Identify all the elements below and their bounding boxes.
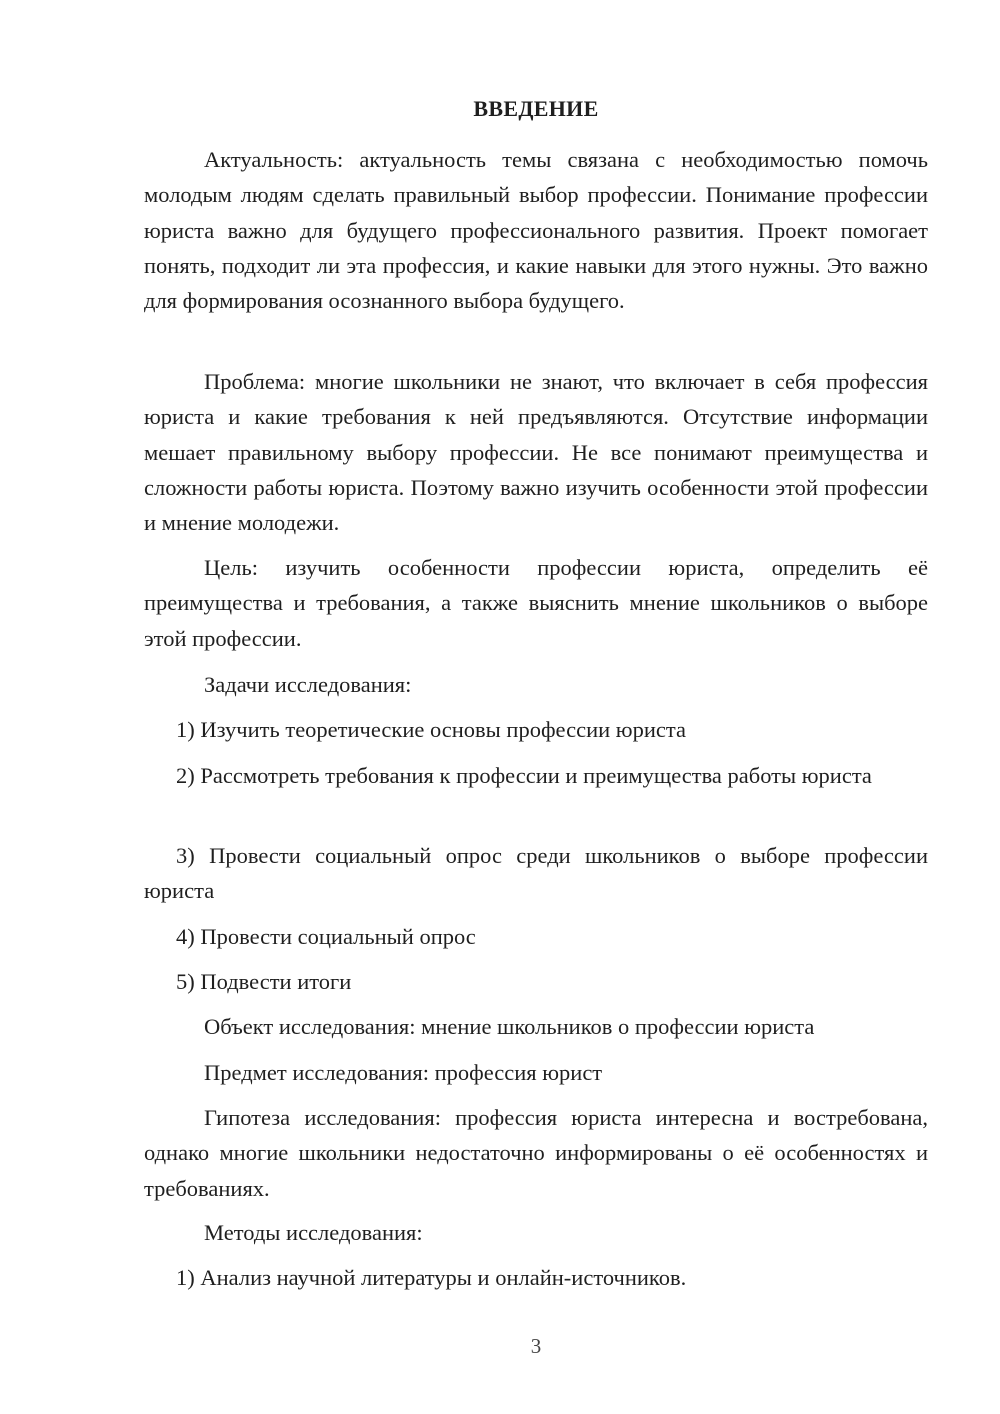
goal-paragraph: Цель: изучить особенности профессии юриста, определить её преимущества и требования, а также выяснить мнение школьников о выборе этой профессии.: [144, 555, 928, 651]
research-hypothesis: Гипотеза исследования: профессия юриста интересна и востребована, однако многие школьники недостаточно информированы о её особенностях и требованиях.: [144, 1105, 928, 1201]
page-title: ВВЕДЕНИЕ: [473, 96, 599, 121]
task-item-1: 1) Изучить теоретические основы профессии юриста: [176, 717, 686, 742]
problem-paragraph: Проблема: многие школьники не знают, что включает в себя профессия юриста и какие требования к ней предъявляются. Отсутствие информации мешает правильному выбору профессии. Не все понимают преимущества и сложности работы юриста. Поэтому важно изучить особенности этой профессии и мнение молодежи.: [144, 369, 928, 536]
research-object: Объект исследования: мнение школьников о профессии юриста: [204, 1014, 815, 1039]
task-item-5: 5) Подвести итоги: [176, 969, 352, 994]
page-number: 3: [530, 1334, 542, 1358]
task-item-2: 2) Рассмотреть требования к профессии и преимущества работы юриста: [176, 763, 872, 788]
relevance-paragraph: Актуальность: актуальность темы связана с необходимостью помочь молодым людям сделать правильный выбор профессии. Понимание профессии юриста важно для будущего профессионального развития. Проект помогает понять, подходит ли эта профессия, и какие навыки для этого нужны. Это важно для формирования осознанного выбора будущего.: [144, 147, 928, 314]
tasks-heading: Задачи исследования:: [204, 672, 412, 697]
research-subject: Предмет исследования: профессия юрист: [204, 1060, 603, 1085]
method-item-1: 1) Анализ научной литературы и онлайн-источников.: [176, 1265, 687, 1290]
task-item-3: 3) Провести социальный опрос среди школьников о выборе профессии юриста: [144, 843, 928, 904]
methods-heading: Методы исследования:: [204, 1220, 423, 1245]
task-item-4: 4) Провести социальный опрос: [176, 924, 476, 949]
